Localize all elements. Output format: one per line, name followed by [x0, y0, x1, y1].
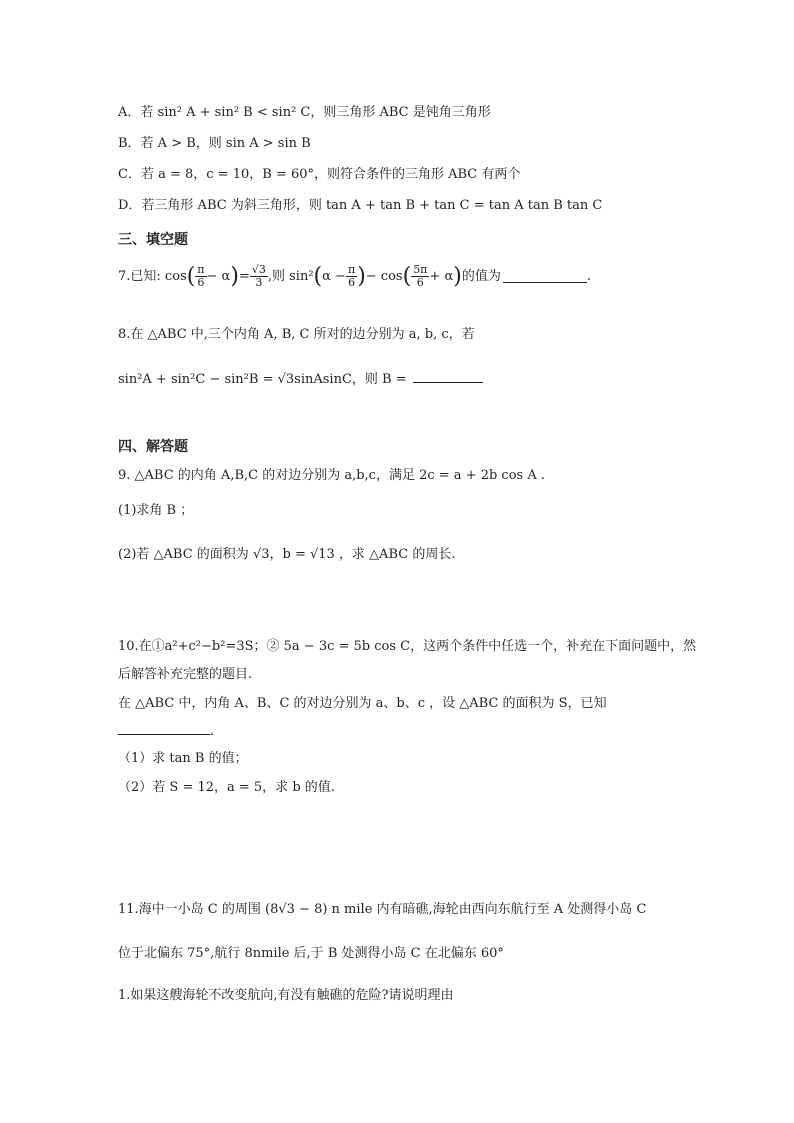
question-11-line2: 位于北偏东 75°,航行 8nmile 后,于 B 处测得小岛 C 在北偏东 60° [118, 946, 504, 961]
q7-frac1-den: 6 [197, 276, 205, 289]
q7-tail: 的值为 [461, 268, 501, 284]
q7-plus-alpha: + α [429, 268, 454, 284]
question-10-line3: 在 △ABC 中，内角 A、B、C 的对边分别为 a、b、c ，设 △ABC 的面积为 S，已知 [118, 696, 607, 711]
option-a: A．若 sin² A + sin² B < sin² C，则三角形 ABC 是钝角三角形 [118, 105, 491, 120]
question-11-part1: 1.如果这艘海轮不改变航向,有没有触礁的危险?请说明理由 [118, 988, 454, 1003]
question-10-blank-line [118, 722, 214, 741]
q8-equation: sin²A + sin²C − sin²B = √3sinAsinC，则 B = [118, 372, 407, 387]
q7-alpha-minus: α − [322, 268, 346, 284]
q8-answer-blank[interactable] [413, 370, 483, 383]
q7-frac2-den: 3 [255, 276, 263, 289]
q7-frac3-num: π [347, 263, 356, 276]
question-8-line2 [118, 370, 483, 389]
q7-frac4-num: 5π [413, 263, 428, 276]
q7-paren-close-2: ) [357, 263, 366, 289]
q7-frac-sqrt3-3 [250, 264, 268, 289]
q7-cos2: − cos [365, 268, 403, 284]
question-10-line1: 10.在①a²+c²−b²=3S；② 5a − 3c = 5b cos C，这两个条件中任选一个，补充在下面问题中，然 [118, 639, 697, 654]
q7-end: . [586, 268, 591, 284]
q7-paren-open-2: ( [313, 263, 323, 289]
option-c: C．若 a = 8，c = 10，B = 60°，则符合条件的三角形 ABC 有两个 [118, 167, 521, 182]
q7-mid: ,则 sin² [267, 268, 314, 284]
q7-answer-blank[interactable] [503, 270, 587, 283]
q7-frac4-den: 6 [416, 276, 424, 289]
section-fill-in-title: 三、填空题 [118, 232, 188, 248]
option-d: D．若三角形 ABC 为斜三角形，则 tan A + tan B + tan C = tan A tan B tan C [118, 198, 603, 213]
q7-paren-open-3: ( [402, 263, 412, 289]
q7-frac-pi-6 [195, 264, 206, 289]
question-11-line1: 11.海中一小岛 C 的周围 (8√3 − 8) n mile 内有暗礁,海轮由西向东航行至 A 处测得小岛 C [118, 902, 647, 917]
section-solve-title: 四、解答题 [118, 439, 188, 455]
q7-minus-alpha: − α [206, 268, 231, 284]
q7-frac-pi-6-b [346, 264, 357, 289]
q7-frac2-num: √3 [251, 263, 266, 276]
q7-lead: 7.已知: cos [118, 268, 187, 284]
q7-eq: = [238, 268, 250, 284]
option-b: B．若 A > B，则 sin A > sin B [118, 136, 311, 151]
q7-paren-close-3: ) [453, 263, 462, 289]
q7-frac3-den: 6 [348, 276, 356, 289]
question-10-line2: 后解答补充完整的题目. [118, 667, 253, 682]
q10-condition-blank[interactable] [118, 722, 210, 735]
q10-blank-period: . [210, 724, 215, 739]
question-9-part1: (1)求角 B ； [118, 503, 194, 518]
q7-paren-open: ( [186, 263, 196, 289]
question-7 [118, 264, 591, 289]
q7-paren-close: ) [230, 263, 239, 289]
question-8-line1: 8.在 △ABC 中,三个内角 A, B, C 所对的边分别为 a, b, c，若 [118, 327, 475, 342]
q7-frac1-num: π [197, 263, 205, 276]
question-9-stem: 9. △ABC 的内角 A,B,C 的对边分别为 a,b,c，满足 2c = a + 2b cos A . [118, 468, 546, 483]
question-10-part1: （1）求 tan B 的值； [118, 751, 248, 766]
question-10-part2: （2）若 S = 12，a = 5，求 b 的值. [118, 780, 335, 795]
q7-frac-5pi-6 [411, 264, 429, 289]
question-9-part2: (2)若 △ABC 的面积为 √3，b = √13 ，求 △ABC 的周长. [118, 547, 456, 562]
